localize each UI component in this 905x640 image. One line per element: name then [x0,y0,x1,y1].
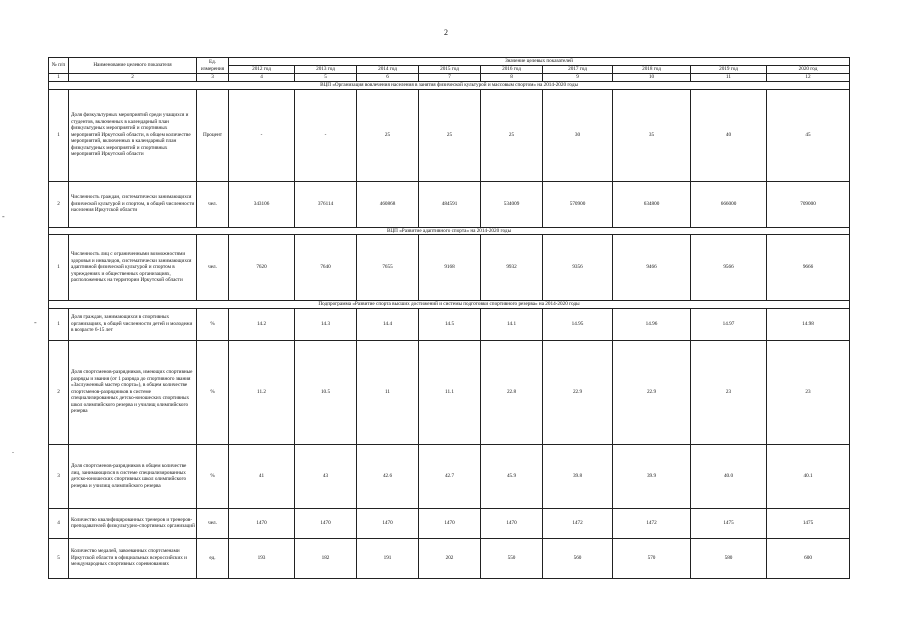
header-year: 2016 год [481,66,543,74]
unit: ед. [197,538,229,578]
indicator-value: 9566 [691,235,767,301]
header-year: 2020 год [767,66,850,74]
indicator-value: 14.97 [691,308,767,340]
unit: чел. [197,181,229,227]
indicator-value: 580 [691,538,767,578]
indicator-value: 1470 [481,508,543,538]
indicator-value: 560 [543,538,613,578]
indicator-value: 1472 [613,508,691,538]
row-number: 5 [49,538,69,578]
indicator-value: 30 [543,89,613,181]
indicator-value: 43 [295,444,357,508]
header-values-title: Значение целевых показателей [229,58,850,66]
indicator-value: 1470 [357,508,419,538]
indicator-value: 191 [357,538,419,578]
scan-mark: - [2,212,5,221]
indicator-value: 14.2 [229,308,295,340]
header-column-number: 1 [49,74,69,82]
header-column-number: 12 [767,74,850,82]
indicator-value: - [229,89,295,181]
header-unit: Ед. измерения [197,58,229,74]
indicator-value: 14.5 [419,308,481,340]
header-num: № п/п [49,58,69,74]
indicator-name: Доля спортсменов-разрядников в общем количестве лиц, занимающихся в системе специализированных детско-юношеских спортивных школ олимпийского резерва и училищ олимпийского резерва [69,444,197,508]
indicator-value: 25 [357,89,419,181]
indicator-value: 1475 [691,508,767,538]
indicator-value: 9356 [543,235,613,301]
indicator-value: 570 [613,538,691,578]
indicator-name: Доля граждан, занимающихся в спортивных организациях, в общей численности детей и молодежи в возрасте 6-15 лет [69,308,197,340]
indicator-value: 634800 [613,181,691,227]
indicator-value: 7620 [229,235,295,301]
indicator-value: 45 [767,89,850,181]
header-column-number: 7 [419,74,481,82]
indicator-name: Количество квалифицированных тренеров и тренеров-преподавателей физкультурно-спортивных организаций [69,508,197,538]
indicator-value: 22.8 [481,340,543,444]
section-title: Подпрограмма «Развитие спорта высших достижений и системы подготовки спортивного резерва» на 2014-2020 годы [49,301,850,309]
indicator-value: 23 [691,340,767,444]
table-row [49,181,850,227]
indicator-value: 9932 [481,235,543,301]
target-indicators-table [48,57,850,579]
unit: чел. [197,508,229,538]
header-year: 2018 год [613,66,691,74]
header-year: 2015 год [419,66,481,74]
indicator-value: 9466 [613,235,691,301]
indicator-value: 40.0 [691,444,767,508]
row-number: 2 [49,340,69,444]
indicator-value: 1470 [229,508,295,538]
header-year: 2012 год [229,66,295,74]
section-title: ВЦП «Развитие адаптивного спорта» на 2014-2020 годы [49,227,850,235]
indicator-value: 534009 [481,181,543,227]
indicator-value: 709000 [767,181,850,227]
unit: % [197,444,229,508]
header-column-number: 3 [197,74,229,82]
table-row [49,508,850,538]
indicator-name: Количество медалей, завоеванных спортсменами Иркутской области в официальных всероссийских и международных спортивных соревнованиях [69,538,197,578]
section-title-row [49,301,850,309]
row-number: 1 [49,235,69,301]
indicator-value: 600 [767,538,850,578]
header-year: 2017 год [543,66,613,74]
scan-mark: . [12,446,14,455]
indicator-value: 376114 [295,181,357,227]
unit: чел. [197,235,229,301]
indicator-value: 1470 [295,508,357,538]
indicator-value: 14.4 [357,308,419,340]
row-number: 1 [49,89,69,181]
indicator-value: 1475 [767,508,850,538]
indicator-value: 14.3 [295,308,357,340]
table-row [49,235,850,301]
indicator-value: 11.2 [229,340,295,444]
indicator-value: 10.5 [295,340,357,444]
header-column-number: 4 [229,74,295,82]
table-row [49,308,850,340]
header-column-number: 9 [543,74,613,82]
header-column-number: 5 [295,74,357,82]
row-number: 1 [49,308,69,340]
header-column-number: 2 [69,74,197,82]
table-row [49,340,850,444]
indicator-value: 7640 [295,235,357,301]
indicator-value: 460868 [357,181,419,227]
indicator-value: 570900 [543,181,613,227]
indicator-value: 40 [691,89,767,181]
indicator-value: 25 [481,89,543,181]
indicator-value: 9168 [419,235,481,301]
indicator-name: Численность граждан, систематически занимающихся физической культурой и спортом, в общей численности населения Иркутской области [69,181,197,227]
header-row-1 [49,58,850,66]
row-number: 3 [49,444,69,508]
indicator-value: 7655 [357,235,419,301]
indicator-value: 11.1 [419,340,481,444]
indicator-value: 14.96 [613,308,691,340]
page-number: 2 [444,28,448,37]
indicator-value: 11 [357,340,419,444]
table-row [49,89,850,181]
unit: % [197,340,229,444]
indicator-value: 14.98 [767,308,850,340]
scan-mark: - [34,318,37,327]
header-column-number: 10 [613,74,691,82]
header-year: 2014 год [357,66,419,74]
section-title-row [49,227,850,235]
indicator-value: 1470 [419,508,481,538]
indicator-value: 42.6 [357,444,419,508]
indicator-value: 22.9 [613,340,691,444]
indicator-name: Численность лиц с ограниченными возможностями здоровья и инвалидов, систематически занимающихся адаптивной физической культурой и спортом в учреждениях и общественных организациях, расположенных на территории Иркутской области [69,235,197,301]
row-number: 2 [49,181,69,227]
indicator-value: 202 [419,538,481,578]
indicator-value: 25 [419,89,481,181]
indicator-value: 1472 [543,508,613,538]
indicator-value: 484591 [419,181,481,227]
unit: % [197,308,229,340]
row-number: 4 [49,508,69,538]
table-row [49,538,850,578]
indicator-value: 14.95 [543,308,613,340]
indicator-value: 45.9 [481,444,543,508]
section-title: ВЦП «Организация вовлечения населения в занятия физической культурой и массовым спортом» на 2014-2020 годы [49,82,850,90]
indicator-value: 9666 [767,235,850,301]
indicator-value: 666000 [691,181,767,227]
indicator-value: 42.7 [419,444,481,508]
header-year: 2019 год [691,66,767,74]
indicator-value: 22.9 [543,340,613,444]
indicator-value: 14.1 [481,308,543,340]
indicator-value: 193 [229,538,295,578]
indicator-name: Доля физкультурных мероприятий среди учащихся и студентов, включенных в календарный план физкультурных мероприятий и спортивных мероприятий Иркутской области, в общем количестве мероприятий, включенных в календарный план физкультурных мероприятий и спортивных мероприятий Иркутской области [69,89,197,181]
header-name: Наименование целевого показателя [69,58,197,74]
indicator-value: 40.1 [767,444,850,508]
indicator-value: 550 [481,538,543,578]
indicator-value: 343106 [229,181,295,227]
indicator-value: - [295,89,357,181]
header-year: 2013 год [295,66,357,74]
indicator-value: 23 [767,340,850,444]
indicator-value: 41 [229,444,295,508]
header-column-number: 6 [357,74,419,82]
header-column-numbers-row [49,74,850,82]
indicator-value: 39.8 [543,444,613,508]
indicator-value: 39.9 [613,444,691,508]
header-column-number: 11 [691,74,767,82]
section-title-row [49,82,850,90]
indicator-value: 35 [613,89,691,181]
indicator-value: 182 [295,538,357,578]
header-column-number: 8 [481,74,543,82]
indicator-name: Доля спортсменов-разрядников, имеющих спортивные разряды и звания (от 1 разряда до спортивного звания «Заслуженный мастер спорта»), в общем количестве спортсменов-разрядников в системе специализированных детско-юношеских спортивных школ олимпийского резерва и училищ олимпийского резерва [69,340,197,444]
table-row [49,444,850,508]
unit: Процент [197,89,229,181]
